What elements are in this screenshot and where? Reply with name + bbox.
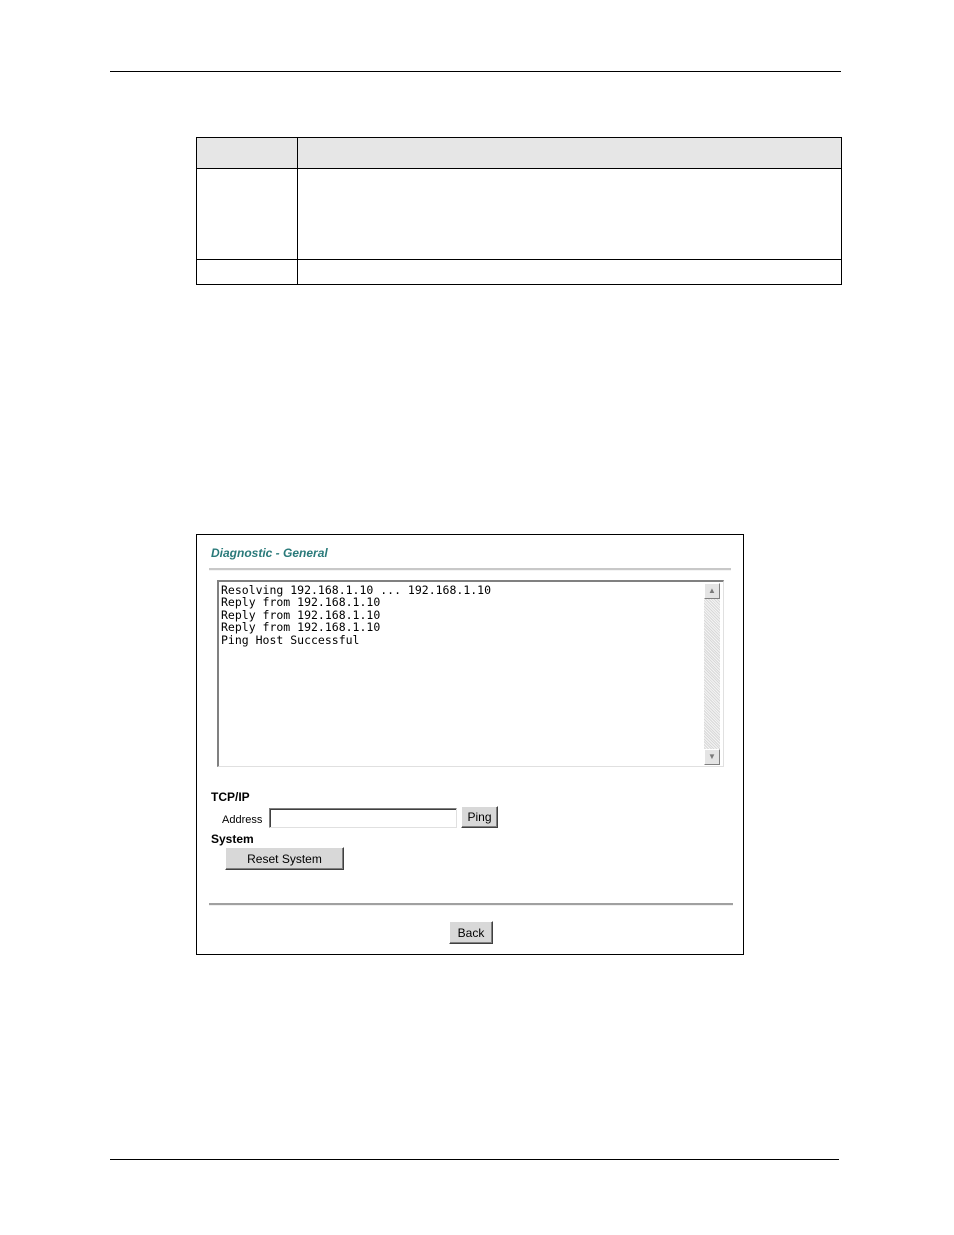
diagnostic-general-screen [196,534,744,955]
table-header-row [197,138,842,169]
table-cell [298,169,842,260]
page-header-rule [110,71,841,72]
table-row [197,169,842,260]
page-footer-rule [110,1159,839,1160]
scroll-down-button[interactable] [704,749,720,765]
scroll-up-button[interactable] [704,583,720,599]
diagnostic-output-text: Resolving 192.168.1.10 ... 192.168.1.10 Reply from 192.168.1.10 Reply from 192.168.1.10 Reply from 192.168.1.10 Ping Host Successful [221,583,492,647]
reset-system-button[interactable]: Reset System [225,847,344,870]
address-input[interactable] [269,808,457,828]
back-button[interactable]: Back [449,921,493,944]
table-cell [197,169,298,260]
table-cell [298,260,842,285]
footer-divider [209,903,733,906]
description-table [196,137,842,285]
table-header-cell [197,138,298,169]
output-scrollbar[interactable] [704,583,720,765]
tcpip-section-label: TCP/IP [211,790,250,804]
ping-button[interactable]: Ping [461,806,498,828]
diagnostic-output-textarea[interactable] [217,580,724,767]
address-label: Address [222,814,263,826]
table-cell [197,260,298,285]
title-divider [209,568,731,571]
page-title: Diagnostic - General [211,546,328,560]
triangle-down-icon: ▼ [708,752,716,761]
table-header-cell [298,138,842,169]
table-row [197,260,842,285]
system-section-label: System [211,832,254,846]
triangle-up-icon: ▲ [708,586,716,595]
